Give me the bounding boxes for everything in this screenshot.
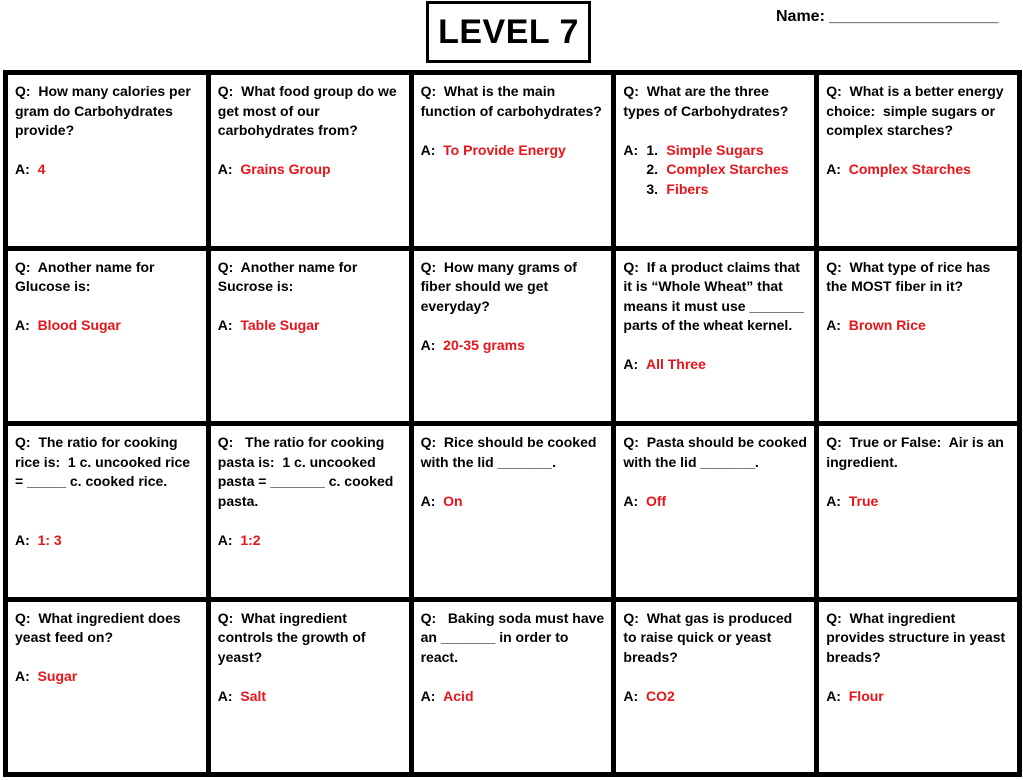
answer-list-number: 2. (646, 161, 659, 177)
answer-prefix: A: (420, 336, 436, 353)
quiz-cell (414, 251, 612, 422)
question-text: Q: What gas is produced to raise quick or yeast breads? (623, 609, 797, 665)
answer-line (421, 141, 605, 161)
answer-list-item (623, 180, 807, 200)
question-text: Q: What is a better energy choice: simple sugars or complex starches? (826, 83, 1008, 138)
answer-text: Complex Starches (848, 161, 971, 177)
answer-line (623, 492, 807, 512)
answer-text: 20-35 grams (443, 336, 525, 353)
question-text: Q: Another name for Glucose is: (15, 258, 159, 294)
quiz-cell (211, 251, 409, 422)
answer-text: Sugar (37, 668, 78, 684)
question-text: Q: How many grams of fiber should we get everyday? (420, 258, 581, 314)
answer-prefix: A: (217, 161, 233, 177)
quiz-cell (616, 251, 814, 422)
answer-prefix: A: (15, 668, 30, 684)
answer-line (826, 687, 1010, 707)
answer-text: 1: 3 (37, 531, 62, 548)
quiz-cell (616, 75, 814, 246)
answer-prefix: A: (623, 492, 639, 509)
answer-line (421, 336, 605, 356)
quiz-cell (8, 602, 206, 773)
answer-list-number: 1. (646, 141, 659, 158)
quiz-cell (211, 426, 409, 597)
answer-text: Blood Sugar (37, 317, 121, 333)
quiz-cell (616, 602, 814, 773)
answer-text: Off (645, 492, 667, 509)
question-text: Q: What is the main function of carbohydrates? (420, 83, 602, 119)
question-text: Q: What food group do we get most of our carbohydrates from? (217, 83, 401, 138)
level-title: LEVEL 7 (438, 12, 579, 51)
answer-prefix: A: (623, 141, 639, 158)
question-text: Q: The ratio for cooking pasta is: 1 c. uncooked pasta = _______ c. cooked pasta. (217, 434, 398, 509)
answer-prefix: A: (15, 161, 30, 177)
question-text: Q: Baking soda must have an _______ in order to react. (420, 609, 609, 665)
answer-prefix: A: (420, 687, 436, 704)
answer-line (15, 667, 199, 687)
answer-line (421, 687, 605, 707)
answer-line (15, 160, 199, 180)
answer-text: Fibers (666, 180, 709, 197)
answer-text: 1:2 (240, 531, 261, 548)
answer-text: Simple Sugars (666, 141, 764, 158)
answer-text: On (443, 492, 463, 509)
answer-prefix: A: (420, 492, 436, 509)
answer-text: To Provide Energy (443, 141, 566, 158)
question-text: Q: What are the three types of Carbohydrates? (623, 83, 789, 119)
question-text: Q: What ingredient controls the growth of yeast? (217, 609, 370, 665)
answer-prefix: A: (826, 317, 841, 333)
quiz-cell (414, 426, 612, 597)
quiz-grid (3, 70, 1022, 777)
question-text: Q: True or False: Air is an ingredient. (826, 434, 1008, 470)
answer-line (826, 316, 1010, 336)
answer-list-item (623, 160, 807, 180)
answer-line (826, 160, 1010, 180)
answer-text: Brown Rice (848, 317, 926, 333)
question-text: Q: What type of rice has the MOST fiber in it? (826, 258, 995, 294)
answer-prefix: A: (623, 687, 639, 704)
quiz-cell (414, 602, 612, 773)
answer-text: All Three (645, 356, 706, 372)
answer-line (218, 160, 402, 180)
answer-prefix: A: (623, 356, 639, 372)
question-text: Q: What ingredient provides structure in yeast breads? (826, 609, 1010, 665)
quiz-cell (819, 251, 1017, 422)
quiz-cell (8, 426, 206, 597)
question-text: Q: The ratio for cooking rice is: 1 c. uncooked rice = _____ c. cooked rice. (15, 434, 194, 489)
answer-text: True (848, 492, 879, 509)
answer-line (826, 492, 1010, 512)
quiz-cell (819, 75, 1017, 246)
answer-text: Acid (443, 687, 474, 704)
answer-text: Complex Starches (666, 161, 789, 177)
answer-prefix: A: (15, 317, 30, 333)
quiz-cell (8, 75, 206, 246)
answer-prefix: A: (217, 687, 233, 704)
answer-prefix: A: (217, 531, 233, 548)
answer-line (15, 531, 199, 551)
answer-prefix: A: (420, 141, 436, 158)
answer-prefix: A: (826, 161, 841, 177)
question-text: Q: How many calories per gram do Carbohydrates provide? (15, 83, 195, 138)
answer-line (15, 316, 199, 336)
name-field: Name: ___________________ (776, 8, 999, 25)
question-text: Q: Rice should be cooked with the lid _______. (420, 434, 601, 470)
answer-list-number: 3. (646, 180, 659, 197)
answer-prefix: A: (826, 687, 841, 704)
quiz-cell (8, 251, 206, 422)
answer-text: Salt (240, 687, 267, 704)
question-text: Q: What ingredient does yeast feed on? (15, 609, 185, 645)
answer-prefix: A: (826, 492, 841, 509)
answer-line (623, 355, 807, 375)
quiz-cell (819, 426, 1017, 597)
question-text: Q: Pasta should be cooked with the lid _______. (623, 434, 811, 470)
quiz-cell (616, 426, 814, 597)
quiz-cell (211, 75, 409, 246)
answer-text: Grains Group (240, 161, 331, 177)
answer-prefix: A: (15, 531, 30, 548)
answer-prefix: A: (217, 317, 233, 333)
answer-line (623, 687, 807, 707)
quiz-cell (211, 602, 409, 773)
answer-line (421, 492, 605, 512)
answer-text: Table Sugar (240, 317, 320, 333)
answer-text: CO2 (645, 687, 675, 704)
answer-text: 4 (37, 161, 46, 177)
answer-text: Flour (848, 687, 884, 704)
answer-line (218, 316, 402, 336)
quiz-cell (414, 75, 612, 246)
level-title-box (426, 1, 591, 63)
answer-line (218, 531, 402, 551)
answer-list (623, 141, 807, 200)
question-text: Q: Another name for Sucrose is: (217, 258, 362, 294)
answer-line (218, 687, 402, 707)
answer-list-item (623, 141, 807, 161)
question-text: Q: If a product claims that it is “Whole Wheat” that means it must use _______ parts of the wheat kernel. (623, 258, 808, 333)
quiz-cell (819, 602, 1017, 773)
